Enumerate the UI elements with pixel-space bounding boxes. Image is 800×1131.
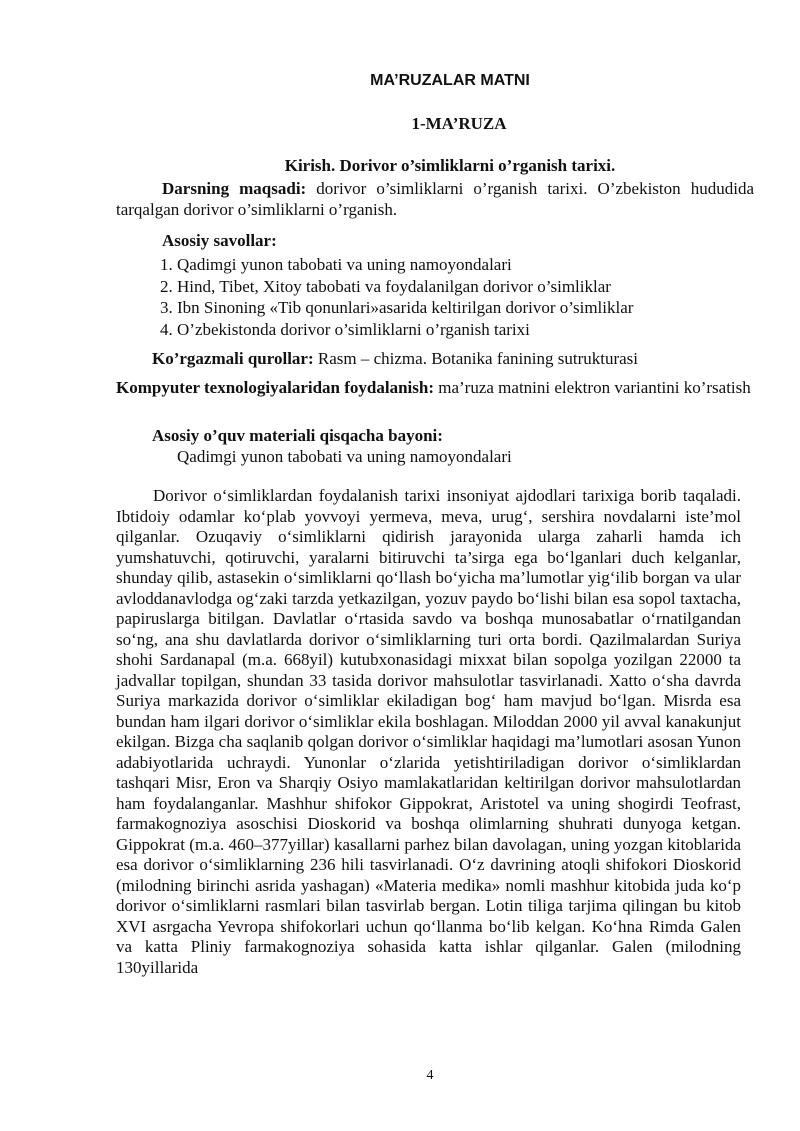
computer-technology-text: ma’ruza matnini elektron variantini ko’rsatish <box>434 378 751 397</box>
list-item: 2. Hind, Tibet, Xitoy tabobati va foydalanilgan dorivor o’simliklar <box>177 276 633 298</box>
lesson-goal <box>116 178 754 220</box>
computer-technology <box>116 376 754 399</box>
list-item: 3. Ibn Sinoning «Tib qonunlari»asarida keltirilgan dorivor o’simliklar <box>177 297 633 319</box>
lecture-topic: Kirish. Dorivor o’simliklarni o’rganish tarixi. <box>284 156 616 175</box>
summary-title: Asosiy o’quv materiali qisqacha bayoni: <box>152 426 443 445</box>
body-paragraph: Dorivor o‘simliklardan foydalanish tarixi insoniyat ajdodlari tarixiga borib taqaladi. Ibtidoiy odamlar ko‘plab yovvoyi yermeva, meva, urug‘, sershira novdalarni iste’mol qilganlar. Ozuqaviy o‘simliklarni qidirish jarayonida ularga zaharli hamda ich yumshatuvchi, qotiruvchi, yaralarni bitiruvchi ta’sirga ega bo‘lganlari duch kelganlar, shunday qilib, astasekin o‘simliklarni qo‘llash bo‘yicha ma’lumotlar yig‘ilib borgan va ular avloddanavlodga og‘zaki tarzda yetkazilgan, yozuv paydo bo‘lishi bilan esa sopol taxtacha, papiruslarga bitilgan. Davlatlar o‘rtasida savdo va boshqa munosabatlar o‘rnatilgandan so‘ng, ana shu davlatlarda dorivor o‘simliklarning turi orta bordi. Qazilmalardan Suriya shohi Sardanapal (m.a. 668yil) kutubxonasidagi mixxat bilan sopolga yozilgan 22000 ta jadvallar topilgan, shundan 33 tasida dorivor mahsulotlar tasvirlanadi. Xatto o‘sha davrda Suriya markazida dorivor o‘simliklar ekiladigan bog‘ ham mavjud bo‘lgan. Misrda esa bundan ham ilgari dorivor o‘simliklar ekila boshlagan. Miloddan 2000 yil avval kanakunjut ekilgan. Bizga cha saqlanib qolgan dorivor o‘simliklar haqidagi ma’lumotlari asosan Yunon adabiyotlarida uchraydi. Yunonlar o‘zlarida yetishtiriladigan dorivor o‘simliklardan tashqari Misr, Eron va Sharqiy Osiyo mamlakatlaridan keltirilgan dorivor mahsulotlardan ham foydalanganlar. Mashhur shifokor Gippokrat, Aristotel va uning shogirdi Teofrast, farmakognoziya asoschisi Dioskorid va boshqa olimlarning shuhrati dunyoga ketgan. Gippokrat (m.a. 460–377yillar) kasallarni parhez bilan davolagan, uning yozgan kitoblarida esa dorivor o‘simliklarning 236 hili tasvirlanadi. O‘z davrining atoqli shifokori Dioskorid (milodning birinchi asrida yashagan) «Materia medika» nomli mashhur kitobida juda ko‘p dorivor o‘simliklarni rasmlari bilan tasvirlab bergan. Lotin tiliga tarjima qilingan bu kitob XVI asrgacha Yevropa shifokorlari uchun qo‘llanma bo‘lib kelgan. Ko‘hna Rimda Galen va katta Pliniy farmakognoziya sohasida katta ishlar qilganlar. Galen (milodning 130yillarida <box>116 486 741 977</box>
questions-list <box>150 254 633 340</box>
document-title: MA’RUZALAR MATNI <box>370 72 530 89</box>
lesson-goal-text: dorivor o’simliklarni o’rganish tarixi. O’zbekiston hududida tarqalgan dorivor o’simliklarni o’rganish. <box>116 179 754 219</box>
visual-aids <box>152 349 638 369</box>
computer-technology-label: Kompyuter texnologiyalaridan foydalanish: <box>116 378 434 397</box>
summary-subtopic: Qadimgi yunon tabobati va uning namoyondalari <box>177 447 512 466</box>
lecture-number: 1-MA’RUZA <box>411 114 507 133</box>
questions-title: Asosiy savollar: <box>162 231 277 250</box>
visual-aids-text: Rasm – chizma. Botanika fanining sutrukturasi <box>313 349 638 368</box>
lesson-goal-label: Darsning maqsadi: <box>162 179 307 198</box>
list-item: 1. Qadimgi yunon tabobati va uning namoyondalari <box>177 254 633 276</box>
visual-aids-label: Ko’rgazmali qurollar: <box>152 349 314 368</box>
page-number: 4 <box>426 1068 434 1083</box>
list-item: 4. O’zbekistonda dorivor o’simliklarni o’rganish tarixi <box>177 319 633 341</box>
